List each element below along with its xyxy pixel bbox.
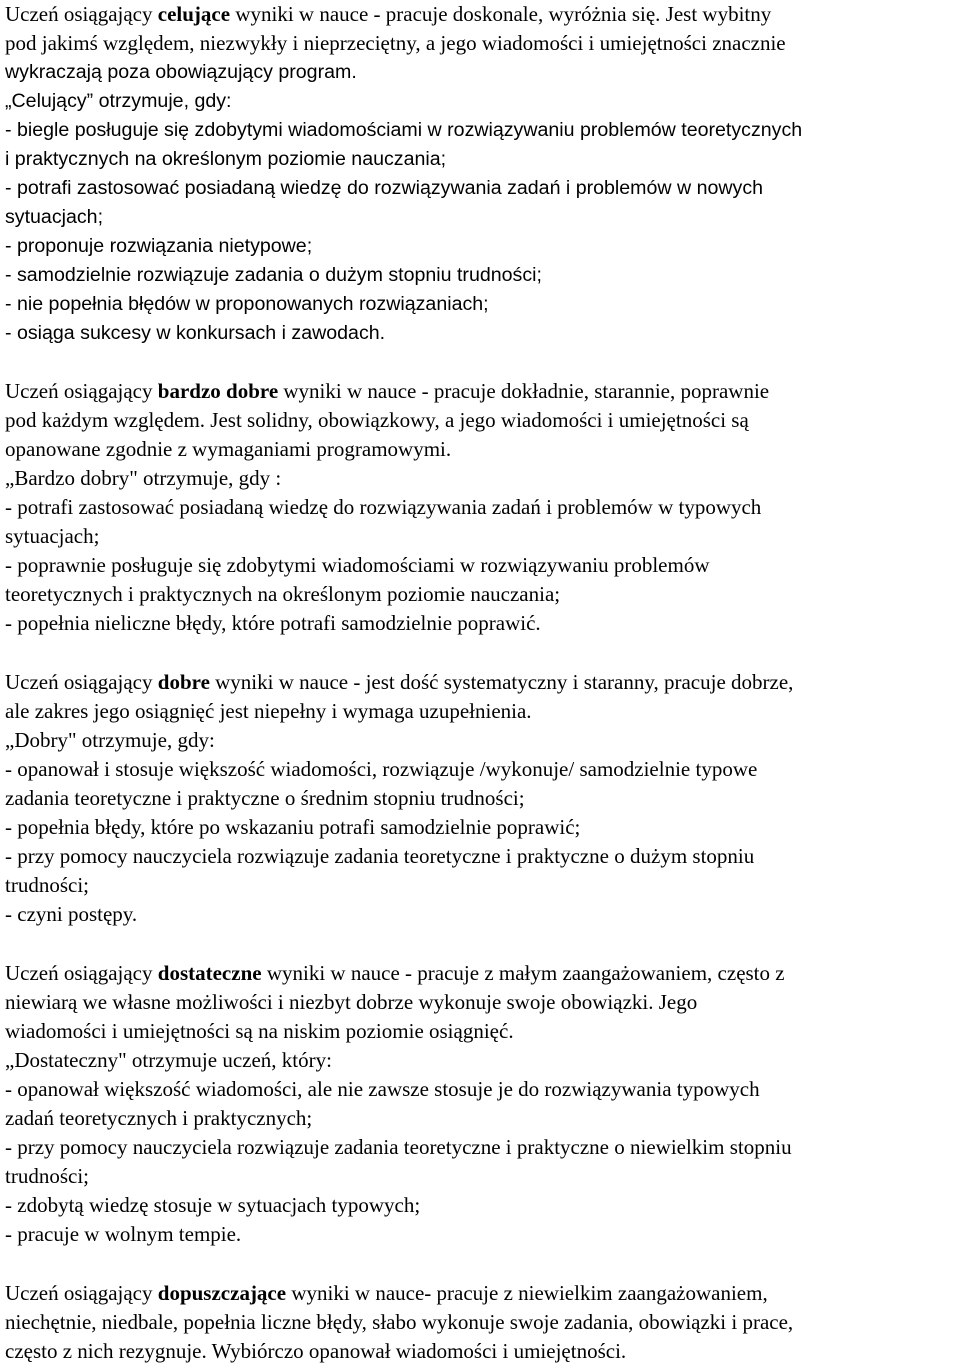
grade-name: dopuszczające xyxy=(157,1281,287,1305)
criteria-item: - osiąga sukcesy w konkursach i zawodach. xyxy=(5,322,386,344)
criteria-item: sytuacjach; xyxy=(5,524,100,548)
criteria-item: trudności; xyxy=(5,1164,89,1188)
grade-name: dobre xyxy=(157,670,210,694)
grade-name: dostateczne xyxy=(157,961,262,985)
criteria-item: - opanował większość wiadomości, ale nie zawsze stosuje je do rozwiązywania typowych xyxy=(5,1077,760,1101)
criteria-heading: „Dostateczny" otrzymuje uczeń, który: xyxy=(5,1048,332,1072)
criteria-item: - poprawnie posługuje się zdobytymi wiadomościami w rozwiązywaniu problemów xyxy=(5,553,710,577)
criteria-item: - popełnia nieliczne błędy, które potrafi samodzielnie poprawić. xyxy=(5,611,541,635)
intro-prefix: Uczeń osiągający xyxy=(5,670,158,694)
grade-name: bardzo dobre xyxy=(157,379,279,403)
criteria-item: - czyni postępy. xyxy=(5,902,138,926)
criteria-item: - nie popełnia błędów w proponowanych rozwiązaniach; xyxy=(5,293,489,315)
criteria-item: zadań teoretycznych i praktycznych; xyxy=(5,1106,313,1130)
criteria-item: - zdobytą wiedzę stosuje w sytuacjach typowych; xyxy=(5,1193,421,1217)
intro-prefix: Uczeń osiągający xyxy=(5,961,158,985)
text-line: pod każdym względem. Jest solidny, obowiązkowy, a jego wiadomości i umiejętności są xyxy=(5,408,749,432)
intro-prefix: Uczeń osiągający xyxy=(5,1281,158,1305)
section-intro-line xyxy=(5,1279,768,1308)
intro-prefix: Uczeń osiągający xyxy=(5,2,158,26)
criteria-item: - przy pomocy nauczyciela rozwiązuje zadania teoretyczne i praktyczne o niewielkim stopniu xyxy=(5,1135,792,1159)
text-line: wykraczają poza obowiązujący program. xyxy=(5,61,357,83)
criteria-item: - opanował i stosuje większość wiadomości, rozwiązuje /wykonuje/ samodzielnie typowe xyxy=(5,757,758,781)
intro-prefix: Uczeń osiągający xyxy=(5,379,158,403)
criteria-heading: „Bardzo dobry" otrzymuje, gdy : xyxy=(5,466,282,490)
criteria-item: i praktycznych na określonym poziomie nauczania; xyxy=(5,148,447,170)
criteria-item: zadania teoretyczne i praktyczne o średnim stopniu trudności; xyxy=(5,786,525,810)
intro-suffix: wyniki w nauce - jest dość systematyczny i staranny, pracuje dobrze, xyxy=(209,670,794,694)
text-line: niewiarą we własne możliwości i niezbyt dobrze wykonuje swoje obowiązki. Jego xyxy=(5,990,698,1014)
section-intro-line xyxy=(5,959,785,988)
criteria-item: teoretycznych i praktycznych na określonym poziomie nauczania; xyxy=(5,582,561,606)
section-intro-line xyxy=(5,377,769,406)
intro-suffix: wyniki w nauce - pracuje doskonale, wyróżnia się. Jest wybitny xyxy=(230,2,772,26)
criteria-item: trudności; xyxy=(5,873,89,897)
criteria-item: - pracuje w wolnym tempie. xyxy=(5,1222,242,1246)
text-line: opanowane zgodnie z wymaganiami programowymi. xyxy=(5,437,452,461)
criteria-item: - samodzielnie rozwiązuje zadania o dużym stopniu trudności; xyxy=(5,264,542,286)
criteria-item: - przy pomocy nauczyciela rozwiązuje zadania teoretyczne i praktyczne o dużym stopniu xyxy=(5,844,755,868)
criteria-item: - popełnia błędy, które po wskazaniu potrafi samodzielnie poprawić; xyxy=(5,815,581,839)
section-intro-line xyxy=(5,668,793,697)
text-line: wiadomości i umiejętności są na niskim poziomie osiągnięć. xyxy=(5,1019,514,1043)
intro-suffix: wyniki w nauce - pracuje z małym zaangażowaniem, często z xyxy=(261,961,785,985)
text-line: niechętnie, niedbale, popełnia liczne błędy, słabo wykonuje swoje zadania, obowiązki i prace, xyxy=(5,1310,794,1334)
text-line: często z nich rezygnuje. Wybiórczo opanował wiadomości i umiejętności. xyxy=(5,1339,627,1363)
criteria-item: sytuacjach; xyxy=(5,206,104,228)
text-line: pod jakimś względem, niezwykły i nieprzeciętny, a jego wiadomości i umiejętności znacznie xyxy=(5,31,786,55)
criteria-heading: „Dobry" otrzymuje, gdy: xyxy=(5,728,215,752)
grade-name: celujące xyxy=(157,2,231,26)
criteria-heading: „Celujący” otrzymuje, gdy: xyxy=(5,90,232,112)
intro-suffix: wyniki w nauce- pracuje z niewielkim zaangażowaniem, xyxy=(286,1281,768,1305)
intro-suffix: wyniki w nauce - pracuje dokładnie, starannie, poprawnie xyxy=(278,379,770,403)
criteria-item: - potrafi zastosować posiadaną wiedzę do rozwiązywania zadań i problemów w nowych xyxy=(5,177,764,199)
criteria-item: - potrafi zastosować posiadaną wiedzę do rozwiązywania zadań i problemów w typowych xyxy=(5,495,762,519)
text-line: ale zakres jego osiągnięć jest niepełny i wymaga uzupełnienia. xyxy=(5,699,532,723)
criteria-item: - biegle posługuje się zdobytymi wiadomościami w rozwiązywaniu problemów teoretycznych xyxy=(5,119,803,141)
criteria-item: - proponuje rozwiązania nietypowe; xyxy=(5,235,313,257)
section-intro-line xyxy=(5,0,771,29)
